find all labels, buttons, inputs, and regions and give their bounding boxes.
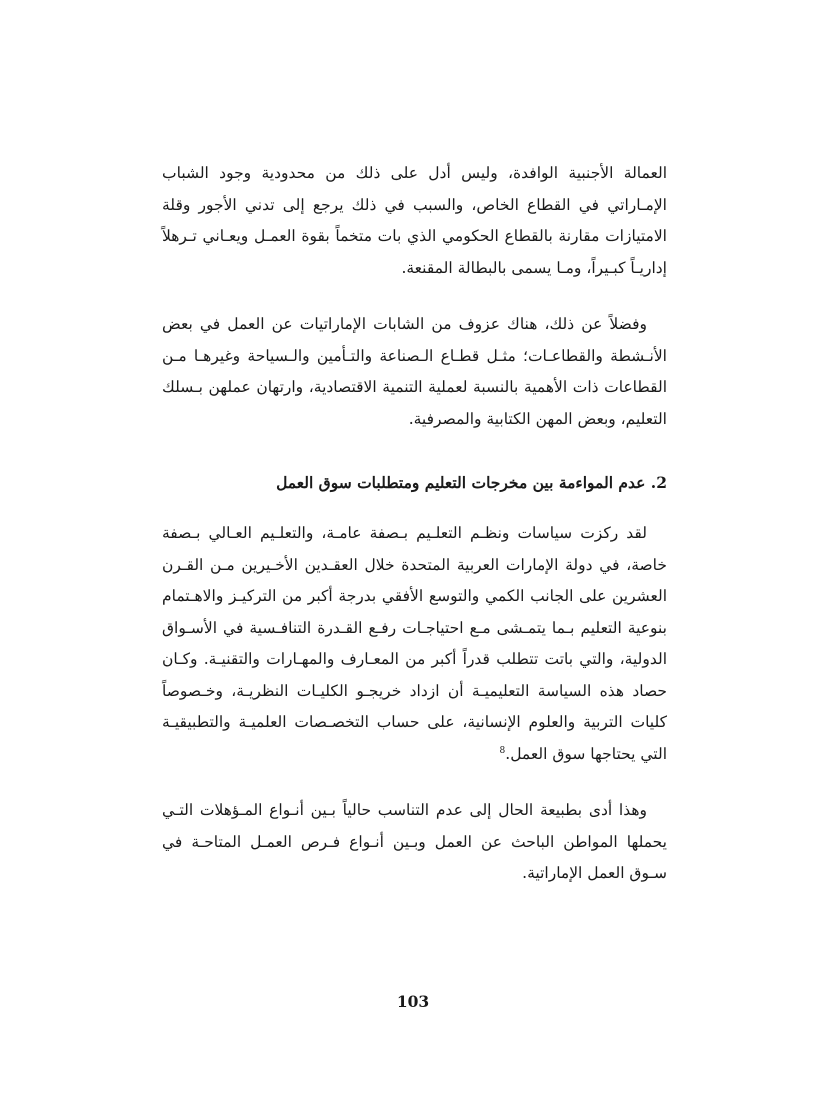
page-body — [162, 158, 667, 890]
section-heading: 2. عدم المواءمة بين مخرجات التعليم ومتطلبات سوق العمل — [276, 473, 667, 492]
page-number: 103 — [396, 992, 430, 1011]
paragraph-3-text: لقد ركزت سياسات ونظـم التعلـيم بـصفة عامـة، والتعلـيم العـالي بـصفة خاصة، في دولة الإمارات العربية المتحدة خلال العقـدين الأخـيرين مـن القـرن العشرين على الجانب الكمي والتوسع الأفقي بدرجة أكبر من التركيـز والاهـتمام بنوعية التعليم بـما يتمـشى مـع احتياجـات رفـع القـدرة التنافـسية في الأسـواق الدولية، والتي باتت تتطلب قدراً أكبر من المعـارف والمهـارات والتقنيـة. وكـان حصاد هذه السياسة التعليميـة أن ازداد خريجـو الكليـات النظريـة، وخـصوصاً كليات التربية والعلوم الإنسانية، على حساب التخصـصات العلميـة والتطبيقيـة التي يحتاجها سوق العمل. — [162, 524, 667, 763]
paragraph-1: العمالة الأجنبية الوافدة، وليس أدل على ذلك من محدودية وجود الشباب الإمـاراتي في القطاع الخاص، والسبب في ذلك يرجع إلى تدني الأجور وقلة الامتيازات مقارنة بالقطاع الحكومي الذي بات متخماً بقوة العمـل ويعـاني تـرهلاً إداريـاً كبـيراً، ومـا يسمى بالبطالة المقنعة. — [162, 164, 667, 277]
paragraph-2: وفضلاً عن ذلك، هناك عزوف من الشابات الإماراتيات عن العمل في بعض الأنـشطة والقطاعـات؛ مثـل قطـاع الـصناعة والتـأمين والـسياحة وغيرهـا مـن القطاعات ذات الأهمية بالنسبة لعملية التنمية الاقتصادية، وارتهان عملهن بـسلك التعليم، وبعض المهن الكتابية والمصرفية. — [162, 315, 667, 428]
paragraph-3 — [162, 518, 667, 770]
footnote-reference[interactable]: 8 — [499, 745, 506, 756]
paragraph-4: وهذا أدى بطبيعة الحال إلى عدم التناسب حالياً بـين أنـواع المـؤهلات التـي يحملها المواطن الباحث عن العمل وبـين أنـواع فـرص العمـل المتاحـة في سـوق العمل الإماراتية. — [162, 801, 667, 882]
